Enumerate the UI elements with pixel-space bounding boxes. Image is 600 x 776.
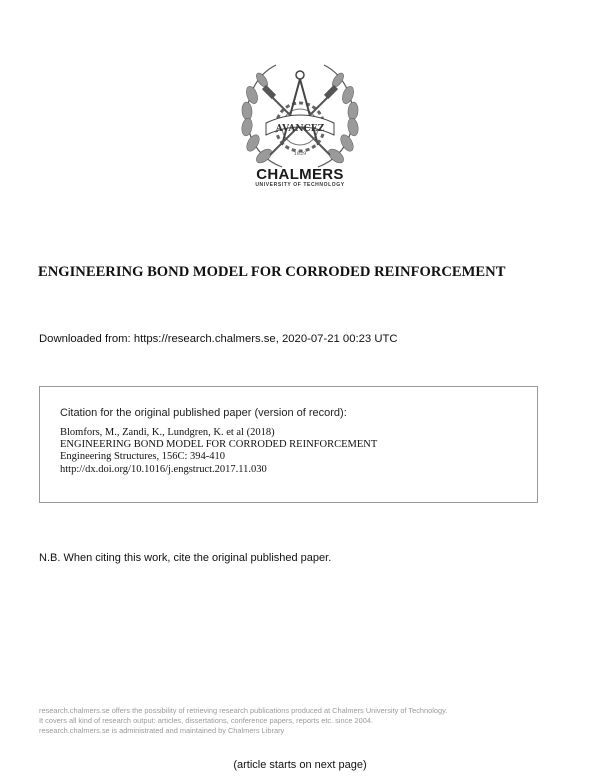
footer-line: It covers all kind of research output: articles, dissertations, conference papers, reports etc. since 2004. (39, 716, 373, 725)
citation-authors: Blomfors, M., Zandi, K., Lundgren, K. et al (2018) (60, 427, 275, 438)
next-page-note: (article starts on next page) (233, 759, 367, 771)
citation-text (60, 427, 377, 476)
citation-doi-link[interactable]: http://dx.doi.org/10.1016/j.engstruct.2017.11.030 (60, 463, 267, 475)
university-subtitle: UNIVERSITY OF TECHNOLOGY (255, 182, 345, 188)
document-title: ENGINEERING BOND MODEL FOR CORRODED REINFORCEMENT (38, 264, 506, 280)
citation-note: N.B. When citing this work, cite the original published paper. (39, 552, 332, 564)
citation-heading: Citation for the original published paper (version of record): (60, 407, 347, 419)
university-wordmark: CHALMERS (256, 166, 344, 183)
footer-line: research.chalmers.se offers the possibility of retrieving research publications produced at Chalmers University of Technology. (39, 706, 448, 715)
svg-text:AVANCEZ: AVANCEZ (275, 124, 325, 134)
footer-line: research.chalmers.se is administrated and maintained by Chalmers Library (39, 726, 285, 735)
footer-info (39, 706, 447, 736)
download-info: Downloaded from: https://research.chalmers.se, 2020-07-21 00:23 UTC (39, 333, 398, 345)
citation-box (39, 386, 538, 503)
svg-text:1829: 1829 (293, 151, 307, 157)
citation-journal: Engineering Structures, 156C: 394-410 (60, 451, 226, 463)
citation-title: ENGINEERING BOND MODEL FOR CORRODED REINFORCEMENT (60, 439, 378, 451)
